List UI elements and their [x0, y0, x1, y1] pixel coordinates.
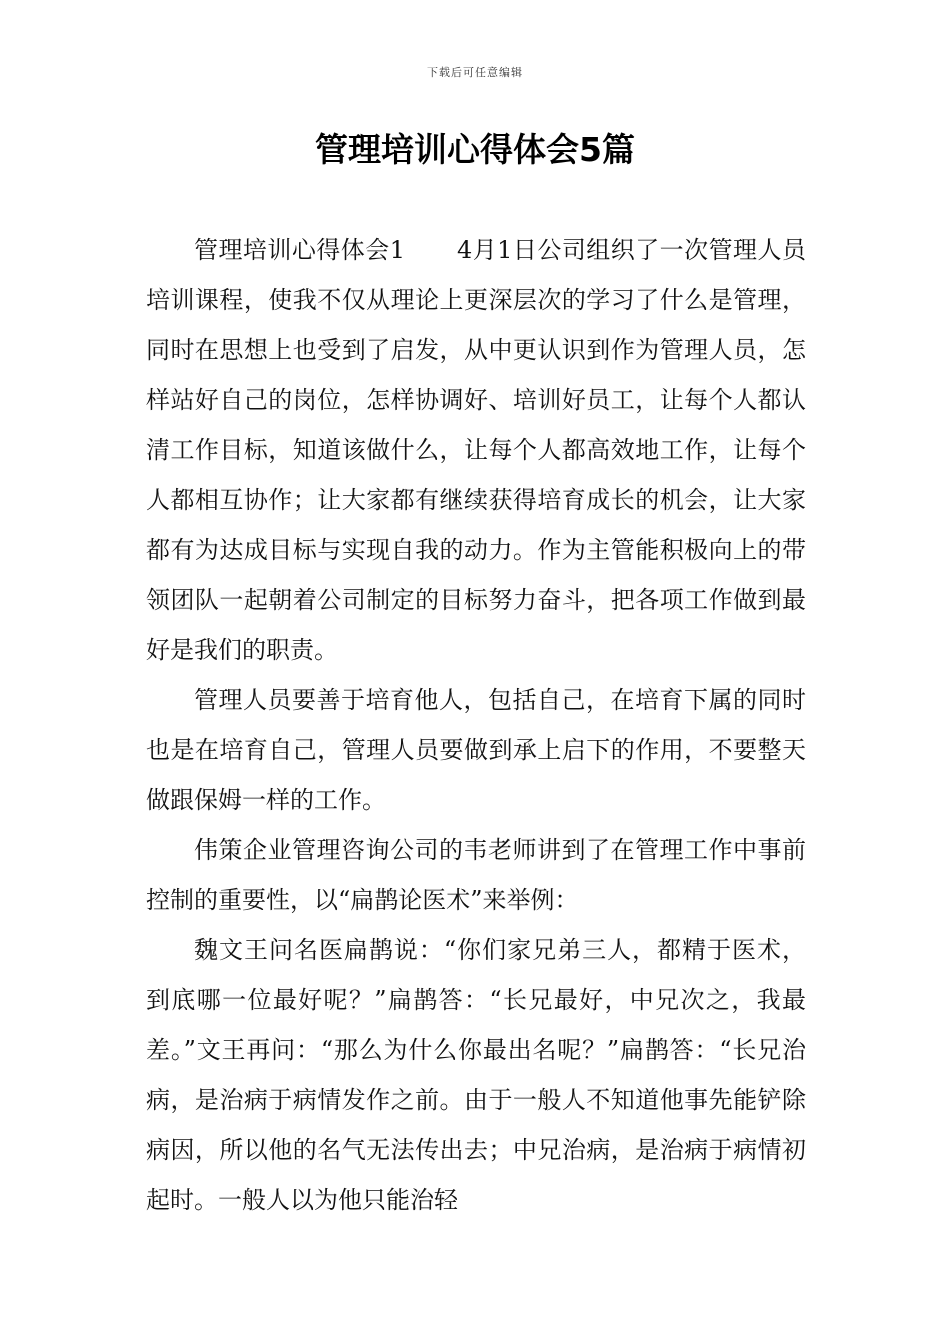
paragraph-1-text: 4月1日公司组织了一次管理人员培训课程，使我不仅从理论上更深层次的学习了什么是管理，同时在思想上也受到了启发，从中更认识到作为管理人员，怎样站好自己的岗位，怎样协调好、培训好员工，让每个人都认清工作目标，知道该做什么，让每个人都高效地工作，让每个人都相互协作；让大家都有继续获得培育成长的机会，让大家都有为达成目标与实现自我的动力。作为主管能积极向上的带领团队一起朝着公司制定的目标努力奋斗，把各项工作做到最好是我们的职责。: [146, 236, 806, 664]
section-label: 管理培训心得体会1: [194, 236, 405, 264]
paragraph-2: 管理人员要善于培育他人，包括自己，在培育下属的同时也是在培育自己，管理人员要做到承上启下的作用，不要整天做跟保姆一样的工作。: [146, 686, 806, 814]
paragraph-4: 魏文王问名医扁鹊说：“你们家兄弟三人，都精于医术，到底哪一位最好呢？”扁鹊答：“长兄最好，中兄次之，我最差。”文王再问：“那么为什么你最出名呢？”扁鹊答：“长兄治病，是治病于病情发作之前。由于一般人不知道他事先能铲除病因，所以他的名气无法传出去；中兄治病，是治病于病情初起时。一般人以为他只能治轻: [146, 936, 806, 1214]
paragraph-3: 伟策企业管理咨询公司的韦老师讲到了在管理工作中事前控制的重要性，以“扁鹊论医术”来举例：: [146, 836, 806, 914]
document-title: 管理培训心得体会5篇: [315, 130, 635, 169]
header-note: 下载后可任意编辑: [427, 66, 523, 79]
document-body: [146, 225, 806, 1225]
paragraph-1: [146, 225, 806, 675]
